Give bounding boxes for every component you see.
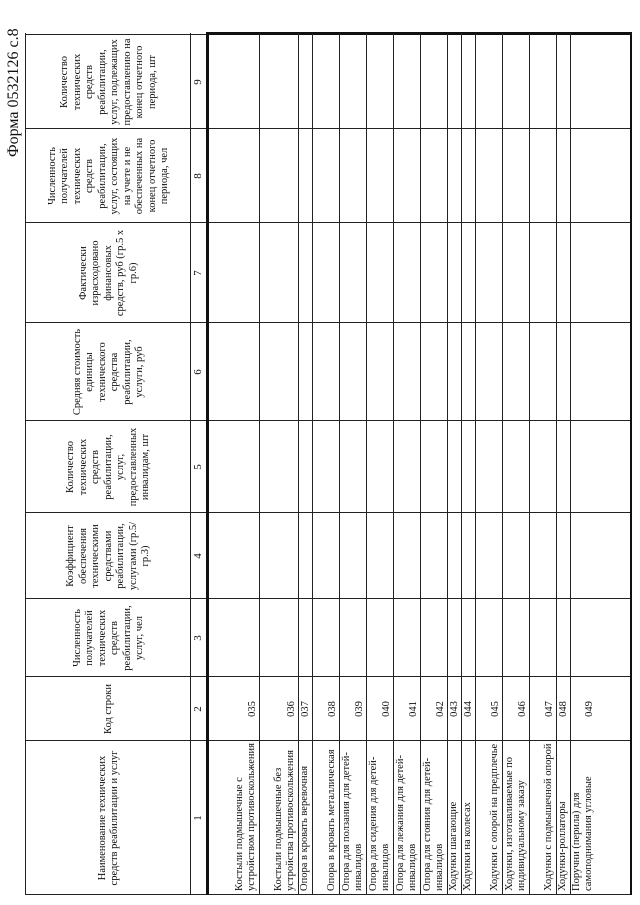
column-number: 5 bbox=[192, 464, 204, 470]
row-code: 049 bbox=[584, 701, 595, 717]
row-name: Опора для стояния для детей-инвалидов bbox=[422, 757, 445, 891]
row-name: Ходунки на колесах bbox=[462, 802, 473, 891]
row-name: Опора для ползания для детей-инвалидов bbox=[341, 752, 364, 891]
row-code: 040 bbox=[381, 701, 392, 717]
row-code: 046 bbox=[517, 701, 528, 717]
column-number: 6 bbox=[192, 369, 204, 375]
row-name: Опора в кровать металлическая bbox=[326, 749, 337, 891]
row-code: 042 bbox=[435, 701, 446, 717]
header-recipients: Численность получателей технических средств реабилитации, услуг, чел bbox=[71, 605, 145, 671]
column-number: 9 bbox=[192, 79, 204, 85]
data-area-border-right bbox=[206, 32, 632, 35]
row-code: 038 bbox=[327, 701, 338, 717]
header-coefficient: Коэффициент обеспечения техническими средствами реабилитации, услугами (гр.5/гр.3) bbox=[65, 521, 152, 591]
row-code: 036 bbox=[286, 701, 297, 717]
row-code: 045 bbox=[490, 701, 501, 717]
column-number: 4 bbox=[192, 553, 204, 559]
table-border-top bbox=[25, 33, 26, 895]
row-code: 048 bbox=[558, 701, 569, 717]
row-name: Ходунки с опорой на предплечье bbox=[489, 743, 500, 891]
header-avg-cost: Средняя стоимость единицы технического средства реабилитации, услуги, руб bbox=[71, 328, 145, 416]
header-to-provide: Количество технических средств реабилитации, услуг, подлежащих предоставлению на конец отчетного периода, шт bbox=[59, 38, 158, 126]
row-name: Костыли подмышечные без устройства противоскольжения bbox=[273, 750, 296, 891]
row-name: Опора в кровать веревочная bbox=[299, 765, 310, 891]
row-code: 047 bbox=[544, 701, 555, 717]
row-code: 035 bbox=[247, 701, 258, 717]
header-name: Наименование технических средств реабилитации и услуг bbox=[96, 750, 120, 886]
data-area-border-bottom bbox=[630, 33, 632, 895]
row-name: Ходунки шагающие bbox=[448, 801, 459, 891]
row-name: Ходунки-роллаторы bbox=[557, 801, 568, 891]
header-quantity: Количество технических средств реабилитации, услуг, предоставленных инвалидам, шт bbox=[65, 427, 152, 507]
header-spent: Фактически израсходовано финансовых средств, руб (гр.5 х гр.6) bbox=[77, 229, 139, 317]
row-code: 037 bbox=[300, 701, 311, 717]
row-name: Костыли подмышечные с устройством противоскольжения bbox=[234, 743, 257, 891]
row-code: 039 bbox=[354, 701, 365, 717]
row-name: Поручни (перила) для самоподнимания угловые bbox=[571, 776, 594, 891]
row-name: Ходунки с подмышечной опорой bbox=[543, 743, 554, 891]
header-unprovided: Численность получателей технических средств реабилитации, услуг, состоящих на учете и не обеспеченных на конец отчетного периода, чел bbox=[46, 137, 170, 215]
row-name: Ходунки, изготавливаемые по индивидуальному заказу bbox=[504, 756, 527, 891]
row-name: Опора для сидения для детей-инвалидов bbox=[368, 756, 391, 891]
column-number: 3 bbox=[192, 635, 204, 641]
column-number: 2 bbox=[192, 706, 204, 712]
column-number: 7 bbox=[192, 270, 204, 276]
header-code: Код строки bbox=[102, 684, 114, 734]
row-code: 043 bbox=[449, 701, 460, 717]
column-number: 1 bbox=[192, 815, 204, 821]
row-code: 044 bbox=[463, 701, 474, 717]
form-label: Форма 0532126 с.8 bbox=[5, 28, 22, 157]
row-name: Опора для лежания для детей-инвалидов bbox=[395, 755, 418, 891]
column-number: 8 bbox=[192, 173, 204, 179]
row-code: 041 bbox=[408, 701, 419, 717]
